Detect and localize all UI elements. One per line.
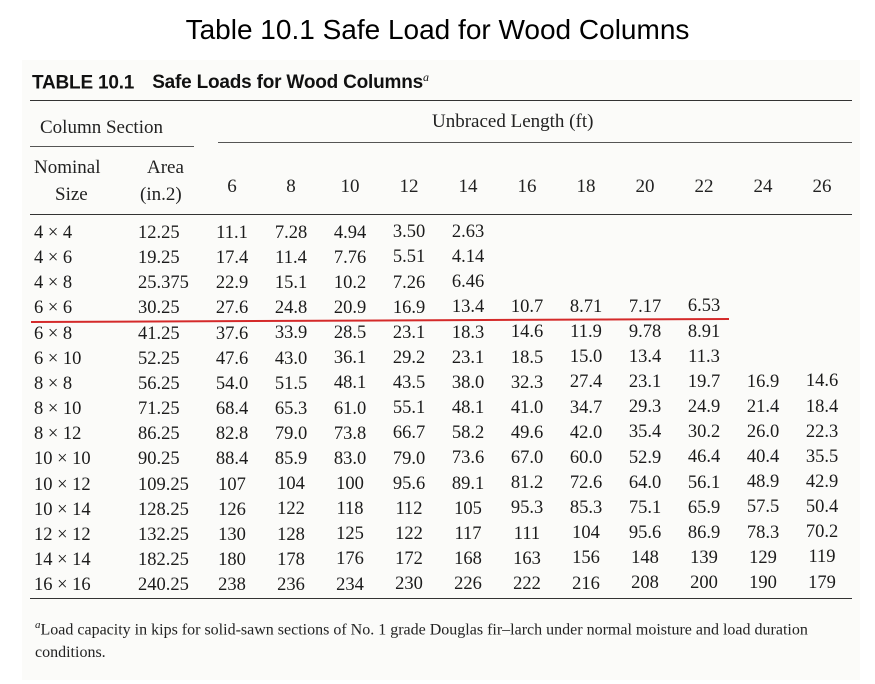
size-cell: 14 × 14 xyxy=(34,549,91,570)
length-header-14: 14 xyxy=(458,176,478,197)
load-cell: 16.9 xyxy=(392,297,426,318)
page-heading: Table 10.1 Safe Load for Wood Columns xyxy=(185,14,690,45)
load-cell: 89.1 xyxy=(451,473,485,494)
load-cell: 41.0 xyxy=(510,397,544,418)
load-cell: 13.4 xyxy=(628,347,662,367)
load-cell: 19.7 xyxy=(687,371,721,392)
load-cell: 66.7 xyxy=(392,423,426,444)
load-cell: 47.6 xyxy=(215,348,249,369)
length-header-12: 12 xyxy=(399,176,419,197)
load-cell: 16.9 xyxy=(746,371,780,392)
size-cell: 10 × 12 xyxy=(34,474,91,495)
load-cell: 9.78 xyxy=(628,321,662,342)
load-cell: 29.3 xyxy=(628,397,662,418)
load-cell: 156 xyxy=(572,548,600,569)
table-title-text: Safe Loads for Wood Columns xyxy=(152,72,424,94)
load-cell: 180 xyxy=(218,549,246,570)
load-cell: 107 xyxy=(218,474,246,495)
load-cell: 230 xyxy=(395,574,423,595)
area-cell: 41.25 xyxy=(138,323,180,344)
table-title-marker: a xyxy=(423,70,429,84)
load-cell: 35.4 xyxy=(628,422,662,443)
load-cell: 176 xyxy=(336,549,364,570)
load-cell: 88.4 xyxy=(215,449,249,470)
unbraced-length-rule xyxy=(218,142,852,143)
table-title xyxy=(32,70,429,94)
load-cell: 7.76 xyxy=(333,247,367,268)
load-cell: 38.0 xyxy=(451,372,485,393)
load-cell: 7.28 xyxy=(274,222,308,243)
table-scan xyxy=(22,60,860,680)
load-cell: 56.1 xyxy=(687,472,721,493)
load-cell: 118 xyxy=(336,499,364,520)
load-cell: 64.0 xyxy=(628,472,662,493)
load-cell: 28.5 xyxy=(333,323,367,344)
load-cell: 14.6 xyxy=(510,322,544,343)
area-cell: 30.25 xyxy=(138,298,180,319)
load-cell: 49.6 xyxy=(510,422,544,443)
load-cell: 128 xyxy=(277,524,305,545)
size-cell: 12 × 12 xyxy=(34,524,91,545)
load-cell: 72.6 xyxy=(569,473,603,493)
load-cell: 8.71 xyxy=(569,296,603,317)
load-cell: 163 xyxy=(513,548,541,569)
load-cell: 15.0 xyxy=(569,347,603,368)
load-cell: 78.3 xyxy=(746,522,780,543)
load-cell: 57.5 xyxy=(746,497,780,518)
load-cell: 18.5 xyxy=(510,347,544,368)
load-cell: 105 xyxy=(454,498,482,519)
load-cell: 52.9 xyxy=(628,447,662,468)
load-cell: 179 xyxy=(808,572,836,593)
load-cell: 10.2 xyxy=(333,272,367,293)
size-cell: 4 × 6 xyxy=(34,248,73,269)
load-cell: 32.3 xyxy=(510,372,544,393)
load-cell: 104 xyxy=(277,474,305,495)
load-cell: 46.4 xyxy=(687,447,721,468)
load-cell: 42.9 xyxy=(805,472,839,492)
load-cell: 79.0 xyxy=(274,423,308,444)
highlight-line xyxy=(31,318,729,323)
load-cell: 55.1 xyxy=(392,398,426,419)
footnote xyxy=(35,614,850,664)
length-header-8: 8 xyxy=(286,176,296,197)
load-cell: 8.91 xyxy=(687,321,721,342)
footnote-marker: a xyxy=(35,619,41,631)
load-cell: 236 xyxy=(277,574,305,595)
load-cell: 122 xyxy=(277,499,305,520)
load-cell: 13.4 xyxy=(451,297,485,318)
load-cell: 190 xyxy=(749,572,777,593)
load-cell: 7.26 xyxy=(392,272,426,293)
table-label: TABLE 10.1 xyxy=(32,72,135,94)
load-cell: 51.5 xyxy=(274,373,308,394)
load-cell: 67.0 xyxy=(510,448,544,469)
load-cell: 20.9 xyxy=(333,297,367,318)
load-cell: 33.9 xyxy=(274,323,308,344)
load-cell: 86.9 xyxy=(687,522,721,543)
load-cell: 122 xyxy=(395,524,423,545)
load-cell: 11.9 xyxy=(570,322,602,343)
load-cell: 148 xyxy=(631,548,659,569)
length-header-6: 6 xyxy=(227,176,237,197)
load-cell: 125 xyxy=(336,524,364,545)
size-cell: 16 × 16 xyxy=(34,575,91,596)
area-cell: 52.25 xyxy=(138,348,180,369)
load-cell: 70.2 xyxy=(805,522,839,543)
footnote-text: Load capacity in kips for solid-sawn sections of No. 1 grade Douglas fir–larch under normal moisture and load duration conditions. xyxy=(35,621,808,662)
load-cell: 50.4 xyxy=(805,497,839,518)
size-cell: 6 × 6 xyxy=(34,298,73,319)
load-cell: 7.17 xyxy=(628,296,662,317)
load-cell: 24.8 xyxy=(274,298,308,319)
area-cell: 56.25 xyxy=(138,373,180,394)
load-cell: 26.0 xyxy=(746,421,780,442)
load-cell: 24.9 xyxy=(687,397,721,418)
load-cell: 200 xyxy=(690,573,718,594)
load-cell: 178 xyxy=(277,549,305,570)
load-cell: 95.6 xyxy=(392,473,426,494)
load-cell: 40.4 xyxy=(746,447,780,468)
load-cell: 37.6 xyxy=(215,323,249,344)
length-header-26: 26 xyxy=(812,176,832,197)
load-cell: 226 xyxy=(454,574,482,595)
size-cell: 6 × 10 xyxy=(34,348,82,369)
load-cell: 126 xyxy=(218,499,246,520)
load-cell: 130 xyxy=(218,524,246,545)
size-cell: 4 × 4 xyxy=(34,223,73,243)
load-cell: 95.6 xyxy=(628,523,662,544)
load-cell: 68.4 xyxy=(215,399,249,420)
size-cell: 8 × 12 xyxy=(34,424,82,445)
area-cell: 132.25 xyxy=(138,524,189,545)
area-cell: 90.25 xyxy=(138,449,180,470)
length-header-22: 22 xyxy=(694,176,714,197)
area-cell: 71.25 xyxy=(138,399,180,420)
load-cell: 216 xyxy=(572,573,600,594)
load-cell: 79.0 xyxy=(392,448,426,469)
load-cell: 3.50 xyxy=(392,222,426,243)
load-cell: 6.46 xyxy=(451,272,485,293)
area-cell: 12.25 xyxy=(138,223,180,243)
length-header-18: 18 xyxy=(576,176,596,197)
load-cell: 85.9 xyxy=(274,449,308,470)
load-cell: 48.1 xyxy=(451,398,485,419)
size-cell: 6 × 8 xyxy=(34,323,73,344)
load-cell: 54.0 xyxy=(215,373,249,394)
unbraced-length-header: Unbraced Length (ft) xyxy=(432,111,594,132)
length-header-16: 16 xyxy=(517,176,537,197)
load-cell: 6.53 xyxy=(687,296,721,317)
load-cell: 222 xyxy=(513,573,541,594)
column-section-rule xyxy=(30,146,194,147)
area-cell: 19.25 xyxy=(138,248,180,269)
load-cell: 83.0 xyxy=(333,448,367,469)
load-cell: 14.6 xyxy=(805,371,839,392)
load-cell: 100 xyxy=(336,474,364,494)
top-rule xyxy=(30,100,852,101)
load-cell: 104 xyxy=(572,523,600,544)
size-cell: 8 × 8 xyxy=(34,373,73,394)
load-cell: 29.2 xyxy=(392,348,426,368)
load-cell: 208 xyxy=(631,573,659,594)
load-cell: 18.4 xyxy=(805,396,839,417)
load-cell: 85.3 xyxy=(569,498,603,519)
load-cell: 23.1 xyxy=(451,347,485,368)
load-cell: 4.14 xyxy=(451,247,485,268)
load-cell: 61.0 xyxy=(333,398,367,419)
area-cell: 86.25 xyxy=(138,424,180,445)
load-cell: 11.3 xyxy=(688,346,720,367)
load-cell: 5.51 xyxy=(392,247,426,268)
length-header-20: 20 xyxy=(635,176,655,197)
column-section-header: Column Section xyxy=(40,117,163,138)
load-cell: 168 xyxy=(454,548,482,569)
load-cell: 234 xyxy=(336,574,364,595)
load-cell: 17.4 xyxy=(215,248,249,269)
header-rule xyxy=(30,214,852,215)
load-cell: 36.1 xyxy=(333,348,367,369)
size-cell: 10 × 14 xyxy=(34,499,91,520)
load-cell: 4.94 xyxy=(333,222,367,243)
nominal-header: Nominal xyxy=(34,157,101,178)
load-cell: 11.1 xyxy=(216,223,248,243)
load-cell: 42.0 xyxy=(569,422,603,443)
area-cell: 109.25 xyxy=(138,474,189,495)
length-header-10: 10 xyxy=(340,176,360,197)
load-cell: 82.8 xyxy=(215,424,249,445)
load-cell: 2.63 xyxy=(451,222,485,242)
load-cell: 22.9 xyxy=(215,273,249,294)
load-cell: 48.9 xyxy=(746,472,780,493)
area-cell: 182.25 xyxy=(138,549,189,570)
load-cell: 21.4 xyxy=(746,396,780,417)
load-cell: 23.1 xyxy=(628,372,662,393)
load-cell: 43.0 xyxy=(274,348,308,369)
load-cell: 65.3 xyxy=(274,398,308,419)
length-header-24: 24 xyxy=(753,176,773,197)
load-cell: 27.6 xyxy=(215,298,249,319)
area-unit-header: (in.2) xyxy=(140,184,182,205)
load-cell: 119 xyxy=(808,547,836,568)
load-cell: 11.4 xyxy=(275,247,307,268)
load-cell: 75.1 xyxy=(628,497,662,518)
size-cell: 10 × 10 xyxy=(34,449,91,470)
load-cell: 35.5 xyxy=(805,446,839,467)
load-cell: 48.1 xyxy=(333,373,367,394)
load-cell: 15.1 xyxy=(274,273,308,294)
area-cell: 128.25 xyxy=(138,499,189,520)
load-cell: 34.7 xyxy=(569,397,603,418)
load-cell: 73.6 xyxy=(451,448,485,469)
load-cell: 65.9 xyxy=(687,497,721,518)
load-cell: 95.3 xyxy=(510,498,544,519)
size-cell: 4 × 8 xyxy=(34,273,73,294)
load-cell: 43.5 xyxy=(392,373,426,394)
load-cell: 58.2 xyxy=(451,423,485,444)
area-cell: 25.375 xyxy=(138,273,189,294)
load-cell: 60.0 xyxy=(569,447,603,468)
area-cell: 240.25 xyxy=(138,575,189,596)
load-cell: 139 xyxy=(690,547,718,568)
load-cell: 111 xyxy=(513,523,541,544)
load-cell: 238 xyxy=(218,575,246,596)
load-cell: 23.1 xyxy=(392,322,426,343)
load-cell: 112 xyxy=(395,498,423,519)
load-cell: 27.4 xyxy=(569,372,603,393)
load-cell: 10.7 xyxy=(510,297,544,318)
load-cell: 172 xyxy=(395,549,423,570)
load-cell: 81.2 xyxy=(510,473,544,494)
load-cell: 73.8 xyxy=(333,423,367,444)
load-cell: 117 xyxy=(454,523,482,544)
size-header: Size xyxy=(55,184,88,205)
bottom-rule xyxy=(30,598,852,599)
load-cell: 18.3 xyxy=(451,322,485,343)
load-cell: 30.2 xyxy=(687,422,721,443)
size-cell: 8 × 10 xyxy=(34,399,82,420)
area-header: Area xyxy=(147,157,184,178)
load-cell: 129 xyxy=(749,547,777,568)
load-cell: 22.3 xyxy=(805,421,839,442)
